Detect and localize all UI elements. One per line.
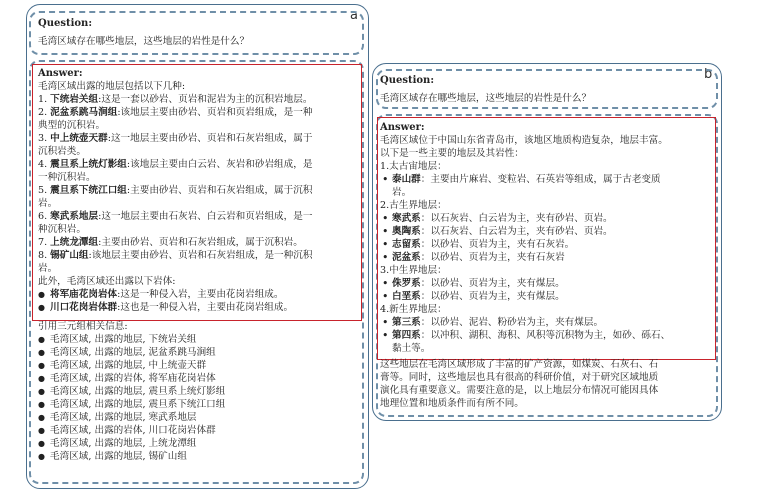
panel-a-triples-list	[38, 333, 360, 463]
era-item-name: 第三系	[392, 317, 421, 328]
era-item-name: 白垩系	[392, 291, 421, 302]
strata-desc-cont: 一种沉积岩。	[38, 172, 96, 183]
triple-item: ● 毛湾区域, 出露的岩体, 将军庙花岗岩体	[38, 372, 360, 385]
panel-a-question-text: 毛湾区域存在哪些地层，这些地层的岩性是什么？	[38, 36, 250, 47]
era-item-name: 志留系	[392, 239, 421, 250]
panel-b-answer-label: Answer:	[380, 122, 425, 133]
era-title: 2.古生界地层：	[380, 200, 447, 211]
strata-desc: :这一地层主要由砂岩、页岩和石灰岩组成，属于	[107, 133, 313, 144]
panel-b-answer	[380, 121, 714, 410]
strata-desc-cont: 种沉积岩。	[38, 224, 86, 235]
strata-desc: :主要由砂岩、页岩和石灰岩组成，属于沉积	[126, 185, 313, 196]
era-item-desc: ：以砂岩、页岩为主，夹有石灰岩	[420, 252, 565, 263]
era-item	[380, 173, 714, 186]
era-item-name: 奥陶系	[392, 226, 421, 237]
strata-item	[38, 158, 360, 171]
intro-line: 以下是一些主要的地层及其岩性：	[380, 148, 524, 159]
strata-item	[38, 236, 360, 249]
era-item	[380, 251, 714, 264]
strata-number: 4.	[38, 159, 48, 170]
strata-item	[38, 93, 360, 106]
panel-a-strata-list	[38, 93, 360, 275]
rock-desc: :这也是一种侵入岩，主要由花岗岩组成。	[117, 302, 294, 313]
outro-line: 这些地层在毛湾区域形成了丰富的矿产资源，如煤炭、石灰石、石	[380, 359, 659, 370]
panel-b-question-text: 毛湾区域存在哪些地层，这些地层的岩性是什么？	[380, 93, 592, 104]
panel-a-rock-list	[38, 288, 360, 314]
strata-name: 泥盆系跳马涧组	[50, 107, 118, 118]
strata-item	[38, 249, 360, 262]
strata-number: 5.	[38, 185, 48, 196]
strata-name: 锡矿山组	[50, 250, 89, 261]
strata-number: 3.	[38, 133, 48, 144]
panel-b-outro	[380, 358, 714, 410]
strata-desc: :该地层主要由砂岩、页岩和页岩组成，是一种	[117, 107, 313, 118]
era-item-cont: 黏土等。	[392, 343, 431, 354]
rock-desc: :这是一种侵入岩，主要由花岗岩组成。	[117, 289, 284, 300]
panel-a-question-label: Question:	[38, 18, 93, 29]
era-item	[380, 290, 714, 303]
strata-name: 上统龙潭组	[50, 237, 99, 248]
era-title: 4.新生界地层：	[380, 304, 447, 315]
panel-a-tag: a	[350, 8, 358, 23]
era-item	[380, 212, 714, 225]
panel-a-triples-label: 引用三元组相关信息:	[38, 321, 128, 332]
era-item	[380, 277, 714, 290]
strata-name: 震旦系下统江口组	[50, 185, 127, 196]
era-item-name: 泰山群	[392, 174, 421, 185]
panel-a-answer-label: Answer:	[38, 68, 83, 79]
strata-number: 7.	[38, 237, 48, 248]
outro-line: 地理位置和地质条件而有所不同。	[380, 398, 524, 409]
strata-desc-cont: 岩。	[38, 263, 58, 274]
triple-item: ● 毛湾区域, 出露的地层, 锡矿山组	[38, 450, 360, 463]
triple-item: ● 毛湾区域, 出露的地层, 泥盆系跳马涧组	[38, 346, 360, 359]
rock-name: 将军庙花岗岩体	[50, 289, 118, 300]
era-item-desc: ：主要由片麻岩、变粒岩、石英岩等组成，属于古老变质	[420, 174, 661, 185]
era-item	[380, 225, 714, 238]
era-item	[380, 316, 714, 329]
strata-desc-cont: 岩。	[38, 198, 58, 209]
era-item-name: 泥盆系	[392, 252, 421, 263]
triple-item: ● 毛湾区域, 出露的地层, 下统岩关组	[38, 333, 360, 346]
triple-item: ● 毛湾区域, 出露的地层, 震旦系上统灯影组	[38, 385, 360, 398]
era-item-name: 寒武系	[392, 213, 421, 224]
intro-line: 毛湾区域位于中国山东省青岛市，该地区地质构造复杂，地层丰富。	[380, 135, 668, 146]
strata-name: 寒武系地层	[50, 211, 99, 222]
era-item	[380, 238, 714, 251]
era-item-desc: ：以砂岩、页岩为主，夹有煤层。	[420, 291, 565, 302]
era-item-name: 第四系	[392, 330, 421, 341]
strata-number: 2.	[38, 107, 48, 118]
strata-item	[38, 210, 360, 223]
strata-name: 下统岩关组	[50, 94, 99, 105]
strata-item	[38, 132, 360, 145]
triple-item: ● 毛湾区域, 出露的地层, 中上统壶天群	[38, 359, 360, 372]
triple-item: ● 毛湾区域, 出露的地层, 上统龙潭组	[38, 437, 360, 450]
strata-number: 1.	[38, 94, 48, 105]
strata-name: 震旦系上统灯影组	[50, 159, 127, 170]
triple-item: ● 毛湾区域, 出露的岩体, 川口花岗岩体群	[38, 424, 360, 437]
era-item-desc: ：以冲积、湖积、海积、风积等沉积物为主，如砂、砾石、	[420, 330, 671, 341]
era-item-desc: ：以砂岩、泥岩、粉砂岩为主，夹有煤层。	[420, 317, 604, 328]
era-title: 3.中生界地层：	[380, 265, 447, 276]
era-item-desc: ：以砂岩、页岩为主，夹有石灰岩。	[420, 239, 575, 250]
rock-item	[38, 288, 360, 301]
strata-desc: :该地层主要由砂岩、页岩和石灰岩组成，是一种沉积	[88, 250, 313, 261]
strata-number: 8.	[38, 250, 48, 261]
strata-desc: :这一地层主要由石灰岩、白云岩和页岩组成，是一	[98, 211, 313, 222]
panel-b-intro	[380, 134, 714, 160]
panel-b-groups	[380, 160, 714, 355]
rock-item	[38, 301, 360, 314]
strata-name: 中上统壶天群	[50, 133, 108, 144]
era-title: 1.太古宙地层：	[380, 161, 447, 172]
panel-b-question-label: Question:	[380, 75, 435, 86]
era-item	[380, 329, 714, 342]
strata-item	[38, 106, 360, 119]
strata-number: 6.	[38, 211, 48, 222]
era-item-desc: ：以石灰岩、白云岩为主，夹有砂岩、页岩。	[420, 213, 613, 224]
triple-item: ● 毛湾区域, 出露的地层, 震旦系下统江口组	[38, 398, 360, 411]
panel-a-answer-intro: 毛湾区域出露的地层包括以下几种:	[38, 81, 186, 92]
triple-item: ● 毛湾区域, 出露的地层, 寒武系地层	[38, 411, 360, 424]
panel-b-tag: b	[704, 67, 713, 82]
strata-desc: :该地层主要由白云岩、灰岩和砂岩组成，是	[126, 159, 313, 170]
era-item-desc: ：以砂岩、页岩为主，夹有煤层。	[420, 278, 565, 289]
outro-line: 膏等。同时，这些地层也具有很高的科研价值，对于研究区域地质	[380, 372, 659, 383]
panel-a-answer	[38, 67, 360, 463]
strata-item	[38, 184, 360, 197]
strata-desc: :这是一套以砂岩、页岩和泥岩为主的沉积岩地层。	[98, 94, 313, 105]
era-item-desc: ：以石灰岩、白云岩为主，夹有砂岩、页岩。	[420, 226, 613, 237]
strata-desc: :主要由砂岩、页岩和石灰岩组成，属于沉积岩。	[98, 237, 303, 248]
era-item-name: 侏罗系	[392, 278, 421, 289]
outro-line: 演化具有重要意义。需要注意的是，以上地层分布情况可能因具体	[380, 385, 659, 396]
era-item-cont: 岩。	[392, 187, 412, 198]
strata-desc-cont: 沉积岩类。	[38, 146, 86, 157]
panel-a-rock-intro: 此外，毛湾区域还出露以下岩体:	[38, 276, 176, 287]
rock-name: 川口花岗岩体群	[50, 302, 118, 313]
strata-desc-cont: 典型的沉积岩。	[38, 120, 106, 131]
